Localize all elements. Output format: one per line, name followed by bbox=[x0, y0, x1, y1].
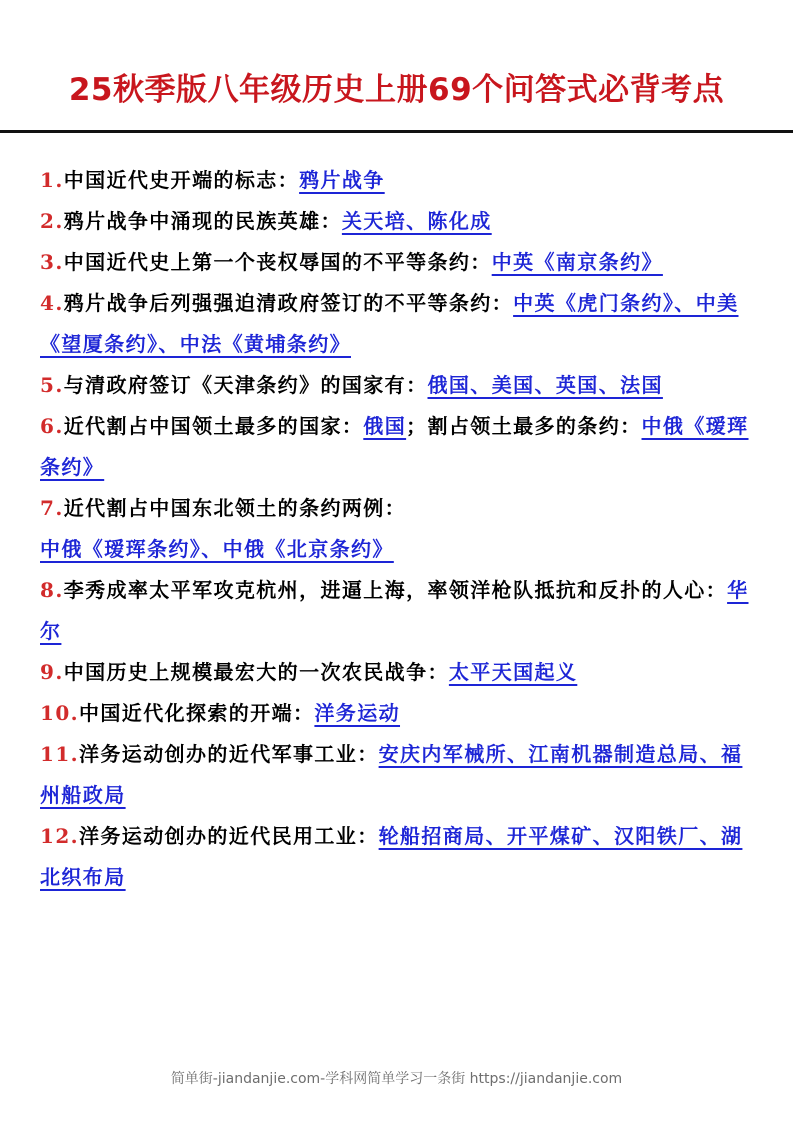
item-answer: 安庆内军械所、江南机器制造总局、福州船政局 bbox=[40, 742, 743, 807]
list-item bbox=[40, 160, 758, 201]
item-question: 鸦片战争中涌现的民族英雄： bbox=[63, 209, 342, 233]
list-item bbox=[40, 816, 758, 898]
list-item bbox=[40, 570, 758, 652]
item-answer: 关天培、陈化成 bbox=[341, 209, 492, 233]
item-answer: 鸦片战争 bbox=[299, 168, 385, 192]
item-number: 9. bbox=[40, 660, 64, 684]
list-item bbox=[40, 406, 758, 488]
item-question: 鸦片战争后列强强迫清政府签订的不平等条约： bbox=[63, 291, 514, 315]
item-answer: 中俄《瑷珲条约》、中俄《北京条约》 bbox=[40, 537, 394, 561]
list-item bbox=[40, 365, 758, 406]
item-answer: 华尔 bbox=[40, 578, 749, 643]
item-number: 10. bbox=[40, 701, 79, 725]
item-answer: 中英《虎门条约》、中美《望厦条约》、中法《黄埔条约》 bbox=[40, 291, 739, 356]
item-question: 中国近代化探索的开端： bbox=[79, 701, 315, 725]
site-footer: 简单街-jiandanjie.com-学科网简单学习一条街 https://jiandanjie.com bbox=[170, 1071, 623, 1087]
item-answer: 太平天国起义 bbox=[448, 660, 578, 684]
list-item bbox=[40, 652, 758, 693]
item-question: 李秀成率太平军攻克杭州，进逼上海，率领洋枪队抵抗和反扑的人心： bbox=[63, 578, 728, 602]
item-number: 4. bbox=[40, 291, 64, 315]
item-number: 6. bbox=[40, 414, 64, 438]
item-number: 7. bbox=[40, 496, 64, 520]
item-question: 中国近代史开端的标志： bbox=[63, 168, 300, 192]
item-question: 中国近代史上第一个丧权辱国的不平等条约： bbox=[63, 250, 492, 274]
item-answer-2: 中俄《瑷珲条约》 bbox=[40, 414, 749, 479]
list-item bbox=[40, 201, 758, 242]
item-number: 5. bbox=[40, 373, 64, 397]
item-question-2: ；割占领土最多的条约： bbox=[406, 414, 642, 438]
item-question: 中国历史上规模最宏大的一次农民战争： bbox=[63, 660, 449, 684]
title-divider bbox=[0, 130, 793, 133]
item-number: 12. bbox=[40, 824, 79, 848]
list-item bbox=[40, 693, 758, 734]
page-title: 25秋季版八年级历史上册69个问答式必背考点 bbox=[68, 72, 725, 108]
item-question: 近代割占中国东北领土的条约两例： bbox=[63, 496, 407, 520]
list-item bbox=[40, 242, 758, 283]
item-question: 近代割占中国领土最多的国家： bbox=[63, 414, 364, 438]
item-answer: 洋务运动 bbox=[314, 701, 401, 725]
item-answer: 中英《南京条约》 bbox=[491, 250, 663, 274]
list-item bbox=[40, 283, 758, 365]
item-question: 洋务运动创办的近代军事工业： bbox=[79, 742, 379, 766]
item-answer: 俄国、美国、英国、法国 bbox=[427, 373, 663, 397]
item-number: 11. bbox=[40, 742, 79, 766]
item-number: 1. bbox=[40, 168, 64, 192]
item-number: 8. bbox=[40, 578, 64, 602]
list-item bbox=[40, 734, 758, 816]
item-number: 3. bbox=[40, 250, 64, 274]
item-answer: 轮船招商局、开平煤矿、汉阳铁厂、湖北织布局 bbox=[40, 824, 743, 889]
item-question: 洋务运动创办的近代民用工业： bbox=[79, 824, 379, 848]
item-answer: 俄国 bbox=[363, 414, 407, 438]
qa-list bbox=[40, 160, 758, 898]
list-item bbox=[40, 488, 758, 570]
item-number: 2. bbox=[40, 209, 64, 233]
item-question: 与清政府签订《天津条约》的国家有： bbox=[63, 373, 428, 397]
